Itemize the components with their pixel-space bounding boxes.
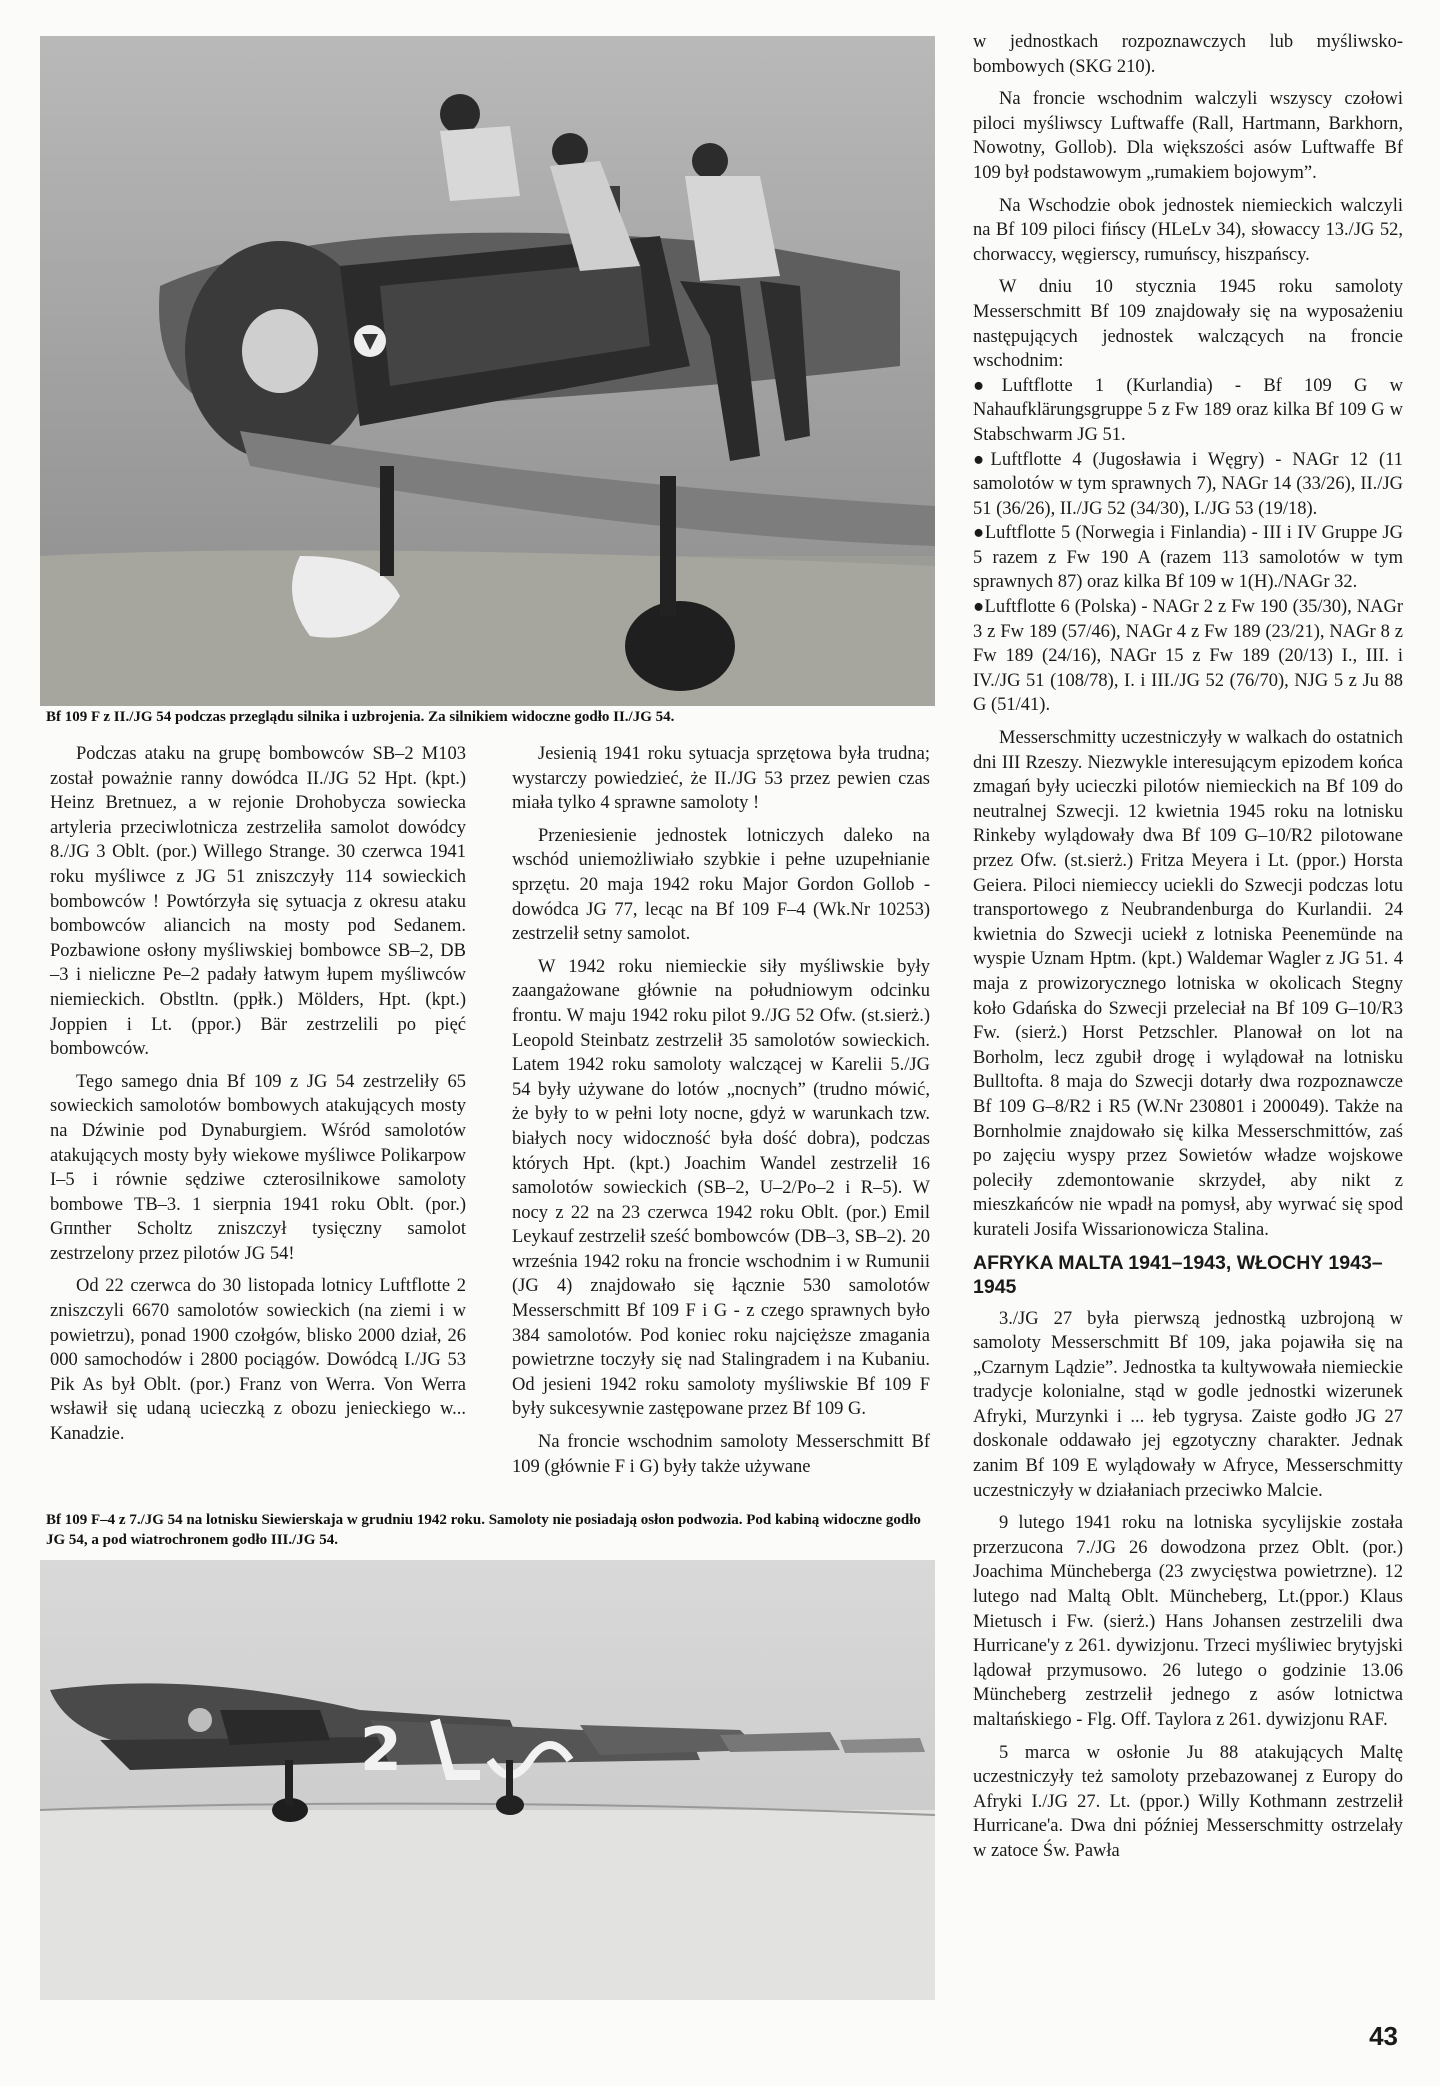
luftflotte-1-item: ●Luftflotte 1 (Kurlandia) - Bf 109 G w Nahaufklärungsgruppe 5 z Fw 189 oraz kilka Bf 109 G w Stabschwarm JG 51. <box>973 375 1403 445</box>
right-paragraph-7: 9 lutego 1941 roku na lotniska sycylijskie została przerzucona 7./JG 26 dowodzona przez Oblt. (por.) Joachima Müncheberga (23 zwycięstwa powietrzne). 12 lutego nad Maltą Oblt. Müncheberg, Lt.(ppor.) Klaus Mietusch i Fw. (sierż.) Hans Johansen zestrzelili dwa Hurricane'y z 261. dywizjonu. Trzeci myśliwiec brytyjski lądował przymusowo. 26 lutego o godzinie 13.06 Müncheberg zestrzelił jednego z asów lotnictwa maltańskiego - Flg. Off. Taylora z 261. dywizjonu RAF. <box>973 1513 1403 1730</box>
middle-paragraph-2: Przeniesienie jednostek lotniczych daleko na wschód uniemożliwiało szybkie i pełne uzupełnianie sprzętu. 20 maja 1942 roku Major Gordon Gollob - dowódca JG 77, lecąc na Bf 109 F–4 (Wk.Nr 10253) zestrzelił setny samolot. <box>512 825 930 945</box>
left-column <box>50 742 466 1455</box>
bottom-photo-caption: Bf 109 F–4 z 7./JG 54 na lotnisku Siewierskaja w grudniu 1942 roku. Samoloty nie posiadają osłon podwozia. Pod kabiną widoczne godło JG 54, a pod wiatrochronem godło III./JG 54. <box>46 1512 921 1548</box>
middle-column <box>512 742 930 1487</box>
right-paragraph-3: Na Wschodzie obok jednostek niemieckich walczyli na Bf 109 piloci fińscy (HLeLv 34), słowaccy 13./JG 52, chorwaccy, węgierscy, rumuńscy, hiszpańscy. <box>973 195 1403 265</box>
luftflotte-5-item: ●Luftflotte 5 (Norwegia i Finlandia) - III i IV Gruppe JG 5 razem z Fw 190 A (razem 113 samolotów w tym sprawnych 87) oraz kilka Bf 109 w 1(H)./NAGr 32. <box>973 523 1403 593</box>
right-paragraph-5: Messerschmitty uczestniczyły w walkach do ostatnich dni III Rzeszy. Niezwykle interesującym epizodem końca zmagań były ucieczki pilotów niemieckich na Bf 109 do neutralnej Szwecji. 12 kwietnia 1945 roku na lotnisku Rinkeby wylądowały dwa Bf 109 G–10/R2 pilotowane przez Ofw. (st.sierż.) Fritza Meyera i Lt. (ppor.) Horsta Geiera. Piloci niemieccy uciekli do Szwecji podczas lotu transportowego z Neubrandenburga do Kurlandii. 24 kwietnia do Szwecji uciekł z lotniska Peenemünde na wyspie Uznam Hptm. (kpt.) Waldemar Wagler z JG 51. 4 maja z prowizorycznego lotniska w okolicach Stegny koło Gdańska do Szwecji przeleciał na Bf 109 G–10/R3 Fw. (sierż.) Horst Petzschler. Planował on lot na Borholm, lecz zgubił drogę i wylądował na lotnisku Bulltofta. 8 maja do Szwecji dotarły dwa rozpoznawcze Bf 109 G–8/R2 i R5 (W.Nr 230801 i 200049). Także na Bornholmie znajdowało się kilka Messerschmittów, zaś po zajęciu wyspy przez Sowietów władze wojskowe poleciły zdemontowanie skrzydeł, aby nikt z mieszkańców nie wpadł na pomysł, aby wyrwać się spod kurateli Josifa Wissarionowicza Stalina. <box>973 728 1403 1240</box>
top-photo-caption: Bf 109 F z II./JG 54 podczas przeglądu silnika i uzbrojenia. Za silnikiem widoczne godło II./JG 54. <box>46 709 675 725</box>
right-paragraph-1: w jednostkach rozpoznawczych lub myśliwsko-bombowych (SKG 210). <box>973 32 1403 77</box>
right-paragraph-8: 5 marca w osłonie Ju 88 atakujących Maltę uczestniczyły też samoloty przebazowanej z Europy do Afryki I./JG 27. Lt. (ppor.) Willy Kothmann zestrzelił Hurricane'a. Dwa dni później Messerschmitty ostrzelały w zatoce Św. Pawła <box>973 1742 1403 1861</box>
left-paragraph-1: Podczas ataku na grupę bombowców SB–2 M103 został poważnie ranny dowódca II./JG 52 Hpt. (kpt.) Heinz Bretnuez, a w rejonie Drohobycza sowiecka artyleria przeciwlotnicza zestrzeliła samolot dowódcy 8./JG 3 Oblt. (por.) Willego Strange. 30 czerwca 1941 roku myśliwce z JG 51 zniszczyły 114 sowieckich bombowców ! Powtórzyła się sytuacja z okresu ataku bombowców aliancich na mosty pod Sedanem. Pozbawione osłony myśliwskiej bombowce SB–2, DB –3 i nieliczne Pe–2 padały łatwym łupem myśliwców niemieckich. Obstltn. (ppłk.) Mölders, Hpt. (kpt.) Joppien i Lt. (ppor.) Bär zestrzelili po pięć bombowców. <box>50 744 466 1060</box>
right-paragraph-4: W dniu 10 stycznia 1945 roku samoloty Messerschmitt Bf 109 znajdowały się na wyposażeniu następujących jednostek walczących na froncie wschodnim: <box>973 277 1403 372</box>
luftflotte-6-item: ●Luftflotte 6 (Polska) - NAGr 2 z Fw 190 (35/30), NAGr 3 z Fw 189 (57/46), NAGr 4 z Fw 189 (23/21), NAGr 8 z Fw 189 (24/16), NAGr 15 z Fw 189 (20/13) I., III. i IV./JG 51 (108/78), I. i III./JG 52 (76/70), NJG 5 z Ju 88 G (51/41). <box>973 597 1403 716</box>
right-column <box>973 30 1403 1872</box>
middle-paragraph-3: W 1942 roku niemieckie siły myśliwskie były zaangażowane głównie na południowym odcinku frontu. W maju 1942 roku pilot 9./JG 52 Ofw. (st.sierż.) Leopold Steinbatz zestrzelił 35 samolotów sowieckich. Latem 1942 roku samoloty walczącej w Karelii 5./JG 54 były używane do lotów „nocnych” (trudno mówić, że były to w pełni loty nocne, gdyż w warunkach tzw. białych nocy widoczność była dość dobra), podczas których Hpt. (kpt.) Joachim Wandel zestrzelił 16 samolotów sowieckich (SB–2, U–2/Po–2 i R–5). W nocy z 22 na 23 czerwca 1942 roku Oblt. (por.) Emil Leykauf zestrzelił sześć bombowców (DB–3, SB–2). 20 września 1942 roku na froncie wschodnim i w Rumunii (JG 4) znajdowało się łącznie 530 samolotów Messerschmitt Bf 109 F i G - z czego sprawnych było 384 samolotów. Pod koniec roku najcięższe zmagania powietrzne toczyły się nad Stalingradem i na Kubaniu. Od jesieni 1942 roku samoloty myśliwskie Bf 109 F były sukcesywnie zastępowane przez Bf 109 G. <box>512 956 930 1420</box>
engine-service-illustration <box>40 36 935 706</box>
left-paragraph-2: Tego samego dnia Bf 109 z JG 54 zestrzeliły 65 sowieckich samolotów bombowych atakujących mosty na Dźwinie pod Dynaburgiem. Wśród samolotów atakujących mosty były wiekowe myśliwce Polikarpow I–5 i równie sędziwe czterosilnikowe samoloty bombowe TB–3. 1 sierpnia 1941 roku Oblt. (por.) Gпnther Scholtz zniszczył tysięczny samolot zestrzelony przez pilotów JG 54! <box>50 1071 466 1264</box>
bottom-photo <box>40 1560 935 2000</box>
section-heading: AFRYKA MALTA 1941–1943, WŁOCHY 1943–1945 <box>973 1251 1383 1298</box>
middle-paragraph-4: Na froncie wschodnim samoloty Messerschmitt Bf 109 (głównie F i G) były także używane <box>512 1432 930 1477</box>
page-number: 43 <box>1369 2021 1398 2051</box>
right-paragraph-2: Na froncie wschodnim walczyli wszyscy czołowi piloci myśliwscy Luftwaffe (Rall, Hartmann, Barkhorn, Nowotny, Gollob). Dla większości asów Luftwaffe Bf 109 był podstawowym „rumakiem bojowym”. <box>973 89 1403 183</box>
luftflotte-4-item: ●Luftflotte 4 (Jugosławia i Węgry) - NAGr 12 (11 samolotów w tym sprawnych 7), NAGr 14 (33/26), II./JG 51 (36/26), II./JG 52 (34/30), I./JG 53 (19/18). <box>973 449 1403 519</box>
left-paragraph-3: Od 22 czerwca do 30 listopada lotnicy Luftflotte 2 zniszczyli 6670 samolotów sowieckich (na ziemi i w powietrzu), ponad 1900 czołgów, blisko 2000 dział, 26 000 samochodów i 2800 pociągów. Dowódcą I./JG 53 Pik As był Oblt. (por.) Franz von Werra. Von Werra wsławił się udaną ucieczką z obozu jenieckiego w... Kanadzie. <box>50 1276 466 1445</box>
right-paragraph-6: 3./JG 27 była pierwszą jednostką uzbrojoną w samoloty Messerschmitt Bf 109, jaka pojawiła się na „Czarnym Lądzie”. Jednostka ta kultywowała niemieckie tradycje kolonialne, stąd w godle jednostki wizerunek Afryki, Murzynki i ... łeb tygrysa. Zaiste godło JG 27 doskonale oddawało jej egzotyczny charakter. Jednak zanim Bf 109 E wylądowały w Afryce, Messerschmitty uczestniczyły w działaniach przeciwko Malcie. <box>973 1308 1403 1501</box>
middle-paragraph-1: Jesienią 1941 roku sytuacja sprzętowa była trudna; wystarczy powiedzieć, że II./JG 53 przez pewien czas miała tylko 4 sprawne samoloty ! <box>512 744 930 814</box>
aircraft-number-2: 2 <box>360 1715 402 1785</box>
top-photo <box>40 36 935 706</box>
airfield-illustration <box>40 1560 935 2000</box>
